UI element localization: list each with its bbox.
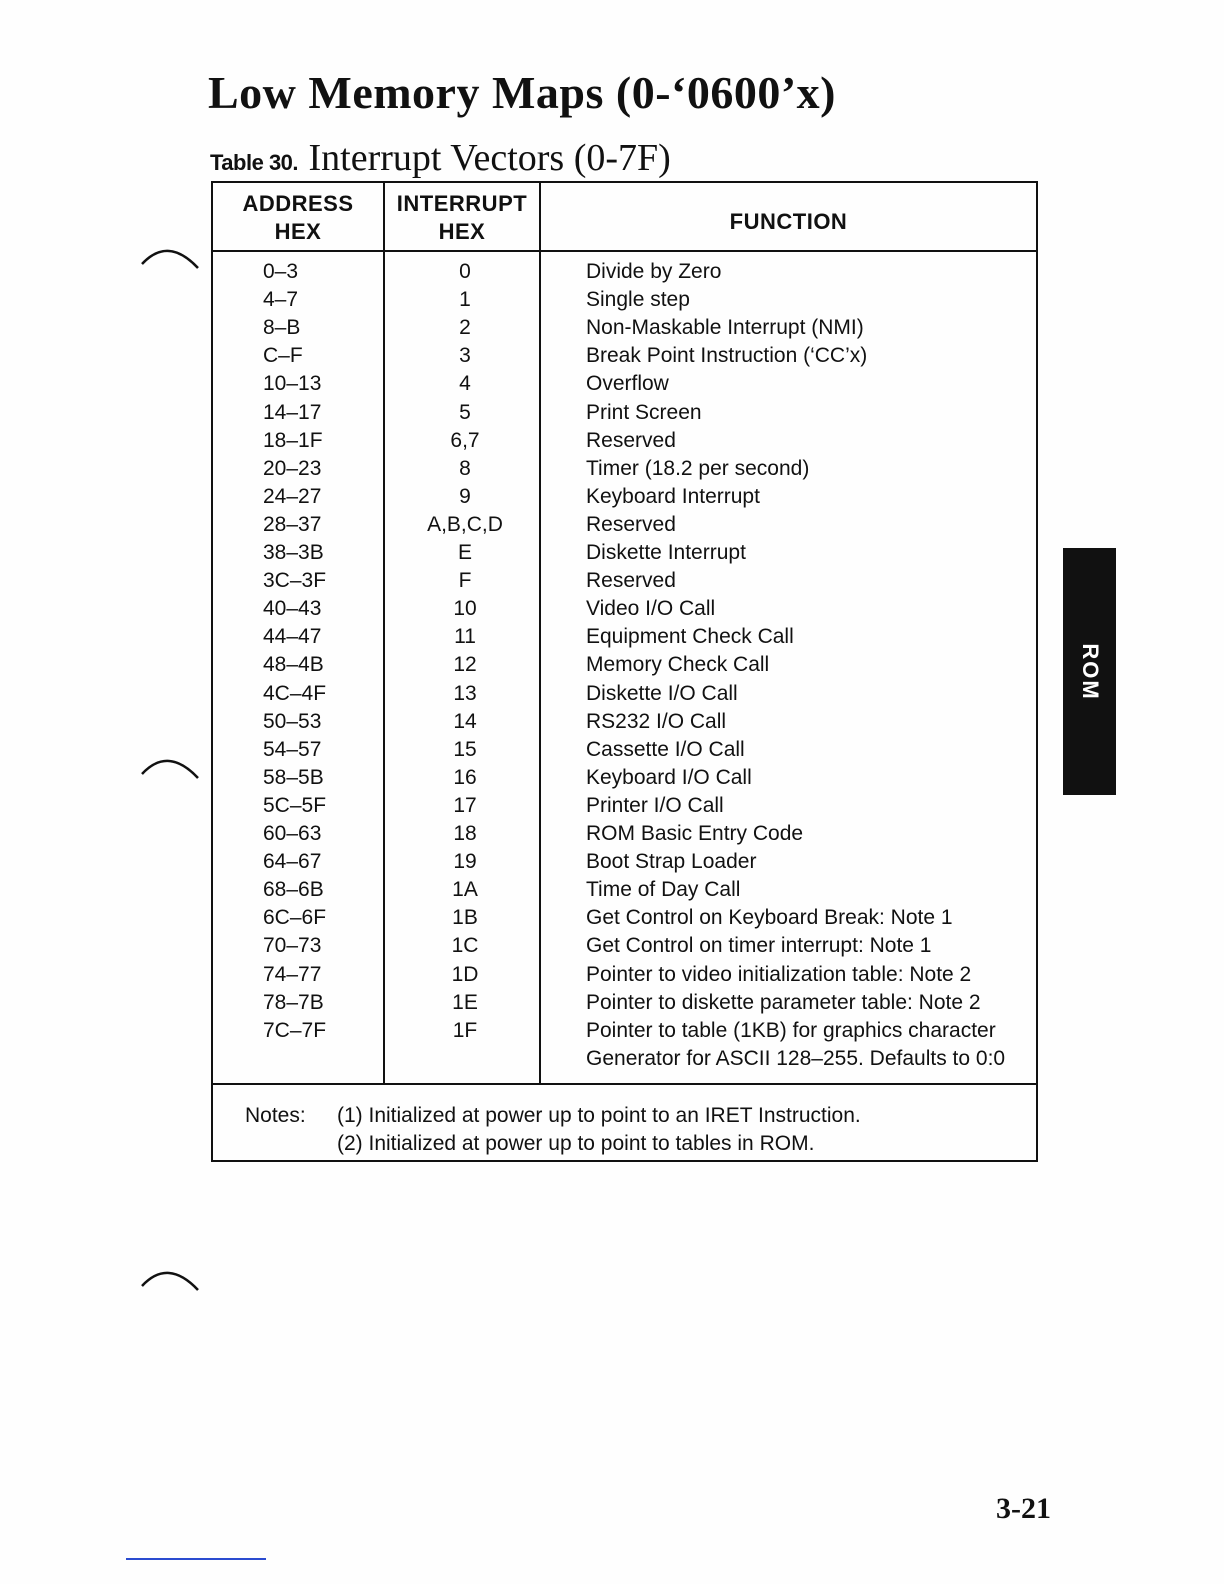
row-interrupt: 10 — [453, 597, 477, 621]
row-address: 78–7B — [263, 990, 324, 1014]
row-function: Print Screen — [586, 400, 702, 424]
row-interrupt: 8 — [459, 456, 471, 480]
table-row — [213, 623, 1036, 651]
row-function: Pointer to diskette parameter table: Note 2 — [586, 990, 981, 1014]
row-address: 4C–4F — [263, 681, 327, 705]
header-interrupt-line2: HEX — [438, 219, 486, 244]
table-row — [213, 539, 1036, 567]
row-function: Keyboard I/O Call — [586, 765, 752, 789]
row-address: 54–57 — [263, 737, 322, 761]
row-function: Pointer to table (1KB) for graphics character — [586, 1018, 996, 1042]
row-function: Reserved — [586, 512, 676, 536]
header-address — [213, 190, 383, 246]
row-interrupt: 1C — [451, 934, 479, 958]
row-function: Break Point Instruction (‘CC’x) — [586, 344, 868, 368]
table-row — [213, 764, 1036, 792]
row-function: Pointer to video initialization table: Note 2 — [586, 962, 972, 986]
row-address: 4–7 — [263, 288, 299, 312]
note-2: (2) Initialized at power up to point to tables in ROM. — [337, 1132, 815, 1155]
table-row — [213, 989, 1036, 1017]
row-function: Reserved — [586, 428, 676, 452]
table-row — [213, 708, 1036, 736]
row-interrupt: 2 — [459, 316, 471, 340]
row-address: 28–37 — [263, 512, 322, 536]
row-function: Equipment Check Call — [586, 625, 794, 649]
footer-rule — [126, 1558, 266, 1560]
page-number: 3-21 — [996, 1492, 1051, 1525]
row-address: 38–3B — [263, 541, 324, 564]
table-row — [213, 483, 1036, 511]
notes-divider — [213, 1083, 1036, 1085]
interrupt-vector-table — [211, 181, 1038, 1162]
row-interrupt: F — [458, 569, 472, 593]
row-function: Cassette I/O Call — [586, 737, 745, 761]
row-address: 64–67 — [263, 850, 322, 874]
row-address: 6C–6F — [263, 906, 327, 930]
table-row — [213, 680, 1036, 708]
row-address: 18–1F — [263, 428, 323, 452]
row-address: 58–5B — [263, 765, 324, 789]
row-interrupt: 1F — [452, 1018, 478, 1042]
table-row — [213, 876, 1036, 904]
row-function: Reserved — [586, 569, 676, 593]
row-address: 50–53 — [263, 709, 322, 733]
row-interrupt: 14 — [453, 709, 477, 733]
row-function: Timer (18.2 per second) — [586, 456, 810, 480]
table-row — [213, 370, 1036, 398]
row-address: 20–23 — [263, 456, 322, 480]
row-interrupt: 1B — [452, 906, 478, 930]
binder-hole-mark-1 — [140, 240, 202, 270]
row-interrupt: 5 — [459, 400, 471, 424]
row-address: 40–43 — [263, 597, 322, 621]
table-label: Table 30. — [210, 150, 299, 175]
table-row — [213, 792, 1036, 820]
row-interrupt: 1E — [452, 990, 478, 1014]
row-interrupt: 3 — [459, 344, 471, 368]
row-function: Video I/O Call — [586, 597, 716, 621]
header-interrupt — [385, 190, 539, 246]
header-divider — [213, 250, 1036, 252]
table-caption — [210, 136, 671, 180]
row-interrupt: 1A — [452, 878, 478, 902]
row-function: Boot Strap Loader — [586, 850, 757, 874]
row-interrupt: 16 — [453, 765, 477, 789]
row-function: Diskette I/O Call — [586, 681, 738, 705]
table-row — [213, 567, 1036, 595]
row-address: 8–B — [263, 316, 301, 340]
row-interrupt: 11 — [454, 625, 476, 649]
table-row — [213, 314, 1036, 342]
row-interrupt: E — [457, 541, 472, 564]
row-function: Diskette Interrupt — [586, 541, 746, 564]
table-row — [213, 848, 1036, 876]
table-row — [213, 455, 1036, 483]
binder-hole-mark-2 — [140, 750, 202, 780]
row-address: 7C–7F — [263, 1018, 327, 1042]
row-interrupt: 19 — [453, 850, 477, 874]
table-row — [213, 1045, 1036, 1073]
table-row — [213, 961, 1036, 989]
table-row — [213, 932, 1036, 960]
note-1: (1) Initialized at power up to point to an IRET Instruction. — [337, 1104, 861, 1127]
row-interrupt: 1 — [459, 288, 471, 312]
row-function: Time of Day Call — [586, 878, 741, 902]
table-row — [213, 1017, 1036, 1045]
table-row — [213, 904, 1036, 932]
page-title: Low Memory Maps (0-‘0600’x) — [208, 67, 836, 118]
row-address: 74–77 — [263, 962, 322, 986]
row-interrupt: 0 — [459, 260, 471, 283]
table-row — [213, 736, 1036, 764]
row-address: 3C–3F — [263, 569, 327, 593]
table-row — [213, 399, 1036, 427]
row-address: 70–73 — [263, 934, 322, 958]
table-row — [213, 258, 1036, 286]
table-row — [213, 286, 1036, 314]
header-address-line1: ADDRESS — [242, 191, 354, 216]
table-row — [213, 427, 1036, 455]
row-function: Non-Maskable Interrupt (NMI) — [586, 316, 864, 340]
row-address: 24–27 — [263, 484, 322, 508]
row-address: 48–4B — [263, 653, 324, 677]
row-function: ROM Basic Entry Code — [586, 822, 804, 845]
row-interrupt: 18 — [453, 822, 477, 845]
row-function: Single step — [586, 288, 690, 312]
row-address: 5C–5F — [263, 793, 327, 817]
row-function: Get Control on timer interrupt: Note 1 — [586, 934, 932, 958]
table-title: Interrupt Vectors (0-7F) — [308, 137, 671, 179]
row-interrupt: 17 — [453, 793, 477, 817]
row-interrupt: 4 — [459, 372, 471, 396]
row-function: Divide by Zero — [586, 260, 722, 283]
binder-hole-mark-3 — [140, 1262, 202, 1292]
header-interrupt-line1: INTERRUPT — [396, 191, 528, 216]
header-address-line2: HEX — [274, 219, 322, 244]
row-function: RS232 I/O Call — [586, 709, 727, 733]
row-function: Memory Check Call — [586, 653, 770, 677]
row-function: Get Control on Keyboard Break: Note 1 — [586, 906, 953, 930]
table-row — [213, 511, 1036, 539]
notes-label: Notes: — [245, 1104, 306, 1127]
row-interrupt: 15 — [453, 737, 477, 761]
row-interrupt: 9 — [459, 484, 471, 508]
row-address: 60–63 — [263, 822, 322, 845]
table-row — [213, 651, 1036, 679]
row-address: 14–17 — [263, 400, 322, 424]
row-interrupt: 13 — [453, 681, 477, 705]
section-tab-label: ROM — [1077, 642, 1103, 701]
table-row — [213, 595, 1036, 623]
row-interrupt: 6,7 — [450, 428, 480, 452]
row-function: Keyboard Interrupt — [586, 484, 760, 508]
table-row — [213, 342, 1036, 370]
row-address: 44–47 — [263, 625, 322, 649]
row-interrupt: 1D — [451, 962, 479, 986]
row-address: C–F — [263, 344, 303, 368]
row-interrupt: A,B,C,D — [427, 512, 503, 536]
row-address: 10–13 — [263, 372, 322, 396]
row-function: Overflow — [586, 372, 669, 396]
row-address: 0–3 — [263, 260, 299, 283]
header-function: FUNCTION — [729, 209, 848, 234]
row-function: Generator for ASCII 128–255. Defaults to 0:0 — [586, 1046, 1006, 1070]
row-address: 68–6B — [263, 878, 324, 902]
section-tab — [1063, 548, 1116, 795]
table-row — [213, 820, 1036, 848]
row-interrupt: 12 — [453, 653, 477, 677]
row-function: Printer I/O Call — [586, 793, 724, 817]
